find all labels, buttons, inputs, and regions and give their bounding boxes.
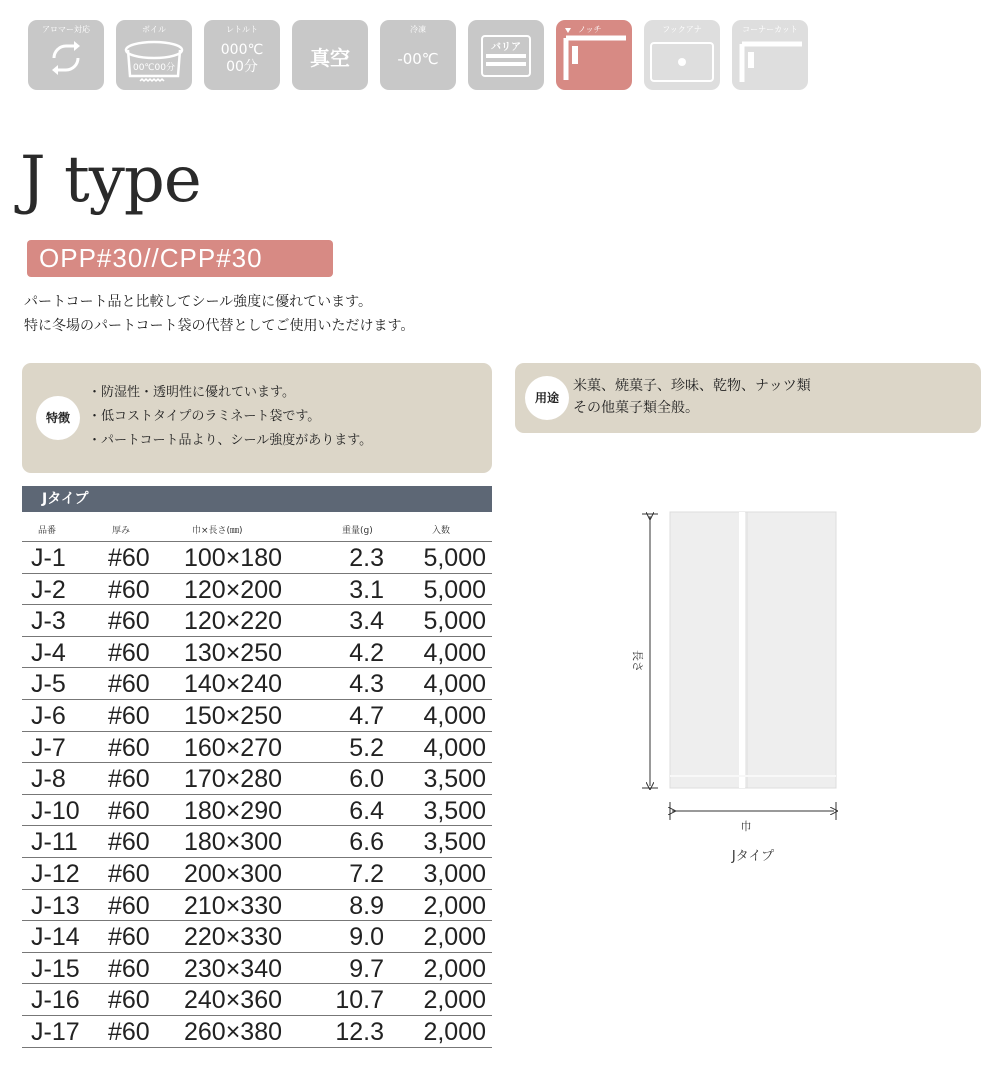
product-code-cell: J-8 bbox=[31, 765, 66, 794]
barrier-line bbox=[486, 62, 526, 66]
product-code-cell: J-10 bbox=[31, 796, 80, 825]
quantity-cell: 2,000 bbox=[423, 954, 486, 983]
thickness-cell: #60 bbox=[108, 701, 150, 730]
table-body bbox=[22, 542, 492, 1048]
product-code-cell: J-11 bbox=[31, 828, 78, 857]
table-row bbox=[22, 542, 492, 574]
length-label: 長さ bbox=[631, 650, 644, 672]
boil-icon bbox=[116, 20, 192, 90]
freeze-icon bbox=[380, 20, 456, 90]
size-cell: 140×240 bbox=[184, 670, 283, 699]
size-cell: 170×280 bbox=[184, 765, 283, 794]
page-title: J type bbox=[20, 143, 201, 217]
barrier-line bbox=[486, 54, 526, 58]
boil-value: 00℃00分 bbox=[132, 63, 175, 73]
table-row bbox=[22, 668, 492, 700]
size-cell: 150×250 bbox=[184, 701, 283, 730]
quantity-cell: 2,000 bbox=[423, 1017, 486, 1046]
weight-cell: 6.6 bbox=[349, 828, 384, 857]
tile-label: コーナーカット bbox=[742, 25, 798, 34]
width-label: 巾 bbox=[740, 820, 752, 833]
weight-cell: 7.2 bbox=[349, 859, 384, 888]
table-row bbox=[22, 700, 492, 732]
feature-item: ・パートコート品より、シール強度があります。 bbox=[88, 433, 373, 448]
weight-cell: 10.7 bbox=[335, 986, 384, 1015]
diagram-caption: Jタイプ bbox=[731, 849, 775, 864]
quantity-cell: 2,000 bbox=[423, 891, 486, 920]
size-cell: 130×250 bbox=[184, 638, 283, 667]
quantity-cell: 4,000 bbox=[423, 701, 486, 730]
vacuum-value: 真空 bbox=[310, 46, 350, 70]
header-thickness: 厚み bbox=[112, 526, 131, 536]
size-cell: 120×220 bbox=[184, 607, 283, 636]
bag-diagram-svg bbox=[620, 500, 860, 870]
product-code-cell: J-4 bbox=[31, 638, 66, 667]
description-line: 特に冬場のパートコート袋の代替としてご使用いただけます。 bbox=[24, 318, 415, 334]
quantity-cell: 5,000 bbox=[423, 544, 486, 572]
features-list bbox=[88, 381, 372, 453]
quantity-cell: 5,000 bbox=[423, 575, 486, 604]
weight-cell: 6.0 bbox=[349, 765, 384, 794]
feature-icon-row bbox=[28, 20, 808, 90]
pot-icon bbox=[116, 20, 192, 90]
features-badge: 特徴 bbox=[36, 396, 80, 440]
thickness-cell: #60 bbox=[108, 670, 150, 699]
tile-label: アロマー対応 bbox=[42, 25, 90, 34]
table-row bbox=[22, 732, 492, 764]
thickness-cell: #60 bbox=[108, 954, 150, 983]
quantity-cell: 3,500 bbox=[423, 828, 486, 857]
thickness-cell: #60 bbox=[108, 1017, 150, 1046]
thickness-cell: #60 bbox=[108, 986, 150, 1015]
product-code-cell: J-2 bbox=[31, 575, 66, 604]
table-row bbox=[22, 574, 492, 606]
thickness-cell: #60 bbox=[108, 638, 150, 667]
quantity-cell: 4,000 bbox=[423, 670, 486, 699]
product-code-cell: J-6 bbox=[31, 701, 66, 730]
retort-icon bbox=[204, 20, 280, 90]
size-cell: 180×300 bbox=[184, 828, 283, 857]
thickness-cell: #60 bbox=[108, 796, 150, 825]
corner-symbol-icon bbox=[732, 20, 808, 90]
thickness-cell: #60 bbox=[108, 765, 150, 794]
quantity-cell: 4,000 bbox=[423, 733, 486, 762]
uses-text bbox=[573, 375, 811, 419]
freeze-value: -00℃ bbox=[397, 50, 439, 68]
weight-cell: 3.1 bbox=[349, 575, 384, 604]
table-row bbox=[22, 858, 492, 890]
product-code-cell: J-17 bbox=[31, 1017, 80, 1046]
vacuum-icon bbox=[292, 20, 368, 90]
thickness-cell: #60 bbox=[108, 859, 150, 888]
uses-line: 米菓、焼菓子、珍味、乾物、ナッツ類 bbox=[573, 378, 811, 394]
thickness-cell: #60 bbox=[108, 923, 150, 952]
product-code-cell: J-15 bbox=[31, 954, 80, 983]
table-row bbox=[22, 795, 492, 827]
retort-value: 000℃ 00分 bbox=[220, 42, 264, 75]
table-row bbox=[22, 637, 492, 669]
table-header bbox=[22, 512, 492, 542]
uses-badge: 用途 bbox=[525, 376, 569, 420]
product-code-cell: J-16 bbox=[31, 986, 80, 1015]
size-cell: 180×290 bbox=[184, 796, 283, 825]
product-code-cell: J-3 bbox=[31, 607, 66, 636]
thickness-cell: #60 bbox=[108, 544, 150, 572]
tile-label: レトルト bbox=[226, 25, 258, 34]
barrier-value: バリア bbox=[491, 42, 521, 53]
product-code-cell: J-1 bbox=[31, 544, 66, 572]
header-qty: 入数 bbox=[432, 526, 451, 536]
tile-label: ボイル bbox=[142, 25, 166, 34]
corner-cut-icon bbox=[732, 20, 808, 90]
size-cell: 210×330 bbox=[184, 891, 283, 920]
weight-cell: 9.7 bbox=[349, 954, 384, 983]
table-row bbox=[22, 826, 492, 858]
thickness-cell: #60 bbox=[108, 733, 150, 762]
weight-cell: 2.3 bbox=[349, 544, 384, 572]
table-row bbox=[22, 953, 492, 985]
thickness-cell: #60 bbox=[108, 828, 150, 857]
quantity-cell: 3,000 bbox=[423, 859, 486, 888]
size-cell: 200×300 bbox=[184, 859, 283, 888]
feature-item: ・低コストタイプのラミネート袋です。 bbox=[88, 409, 321, 424]
product-code-cell: J-12 bbox=[31, 859, 80, 888]
material-badge: OPP#30//CPP#30 bbox=[27, 240, 333, 277]
hook-hole-icon bbox=[678, 58, 686, 66]
quantity-cell: 2,000 bbox=[423, 923, 486, 952]
aroma-icon bbox=[28, 20, 104, 90]
table-row bbox=[22, 984, 492, 1016]
weight-cell: 6.4 bbox=[349, 796, 384, 825]
feature-item: ・防湿性・透明性に優れています。 bbox=[88, 385, 295, 400]
thickness-cell: #60 bbox=[108, 607, 150, 636]
product-code-cell: J-13 bbox=[31, 891, 80, 920]
tile-label: ノッチ bbox=[578, 25, 602, 34]
hook-icon bbox=[644, 20, 720, 90]
table-row bbox=[22, 1016, 492, 1048]
thickness-cell: #60 bbox=[108, 891, 150, 920]
weight-cell: 8.9 bbox=[349, 891, 384, 920]
product-code-cell: J-14 bbox=[31, 923, 80, 952]
notch-icon bbox=[556, 20, 632, 90]
weight-cell: 12.3 bbox=[335, 1017, 384, 1046]
product-code-cell: J-7 bbox=[31, 733, 66, 762]
features-panel bbox=[22, 363, 492, 473]
thickness-cell: #60 bbox=[108, 575, 150, 604]
table-row bbox=[22, 763, 492, 795]
table-row bbox=[22, 921, 492, 953]
quantity-cell: 3,500 bbox=[423, 765, 486, 794]
tile-label: 冷凍 bbox=[410, 25, 426, 34]
size-cell: 230×340 bbox=[184, 954, 283, 983]
weight-cell: 4.3 bbox=[349, 670, 384, 699]
bag-diagram bbox=[620, 500, 860, 870]
bag-outline bbox=[670, 512, 836, 788]
uses-panel bbox=[515, 363, 981, 433]
size-cell: 240×360 bbox=[184, 986, 283, 1015]
uses-line: その他菓子類全般。 bbox=[573, 400, 699, 416]
size-cell: 120×200 bbox=[184, 575, 283, 604]
quantity-cell: 3,500 bbox=[423, 796, 486, 825]
table-row bbox=[22, 890, 492, 922]
table-title: Jタイプ bbox=[22, 486, 492, 512]
size-cell: 220×330 bbox=[184, 923, 283, 952]
tile-label: フックアナ bbox=[662, 25, 702, 34]
table-row bbox=[22, 605, 492, 637]
weight-cell: 9.0 bbox=[349, 923, 384, 952]
header-size: 巾×長さ(㎜) bbox=[192, 526, 243, 536]
size-cell: 260×380 bbox=[184, 1017, 283, 1046]
quantity-cell: 4,000 bbox=[423, 638, 486, 667]
weight-cell: 4.7 bbox=[349, 701, 384, 730]
product-code-cell: J-5 bbox=[31, 670, 66, 699]
barrier-icon bbox=[468, 20, 544, 90]
quantity-cell: 5,000 bbox=[423, 607, 486, 636]
header-weight: 重量(g) bbox=[342, 526, 373, 536]
description-line: パートコート品と比較してシール強度に優れています。 bbox=[24, 294, 373, 310]
quantity-cell: 2,000 bbox=[423, 986, 486, 1015]
header-code: 品番 bbox=[38, 526, 57, 536]
weight-cell: 4.2 bbox=[349, 638, 384, 667]
recycle-icon bbox=[28, 20, 104, 90]
spec-table bbox=[22, 486, 492, 1048]
weight-cell: 5.2 bbox=[349, 733, 384, 762]
size-cell: 100×180 bbox=[184, 544, 283, 572]
weight-cell: 3.4 bbox=[349, 607, 384, 636]
description bbox=[24, 290, 414, 338]
size-cell: 160×270 bbox=[184, 733, 283, 762]
